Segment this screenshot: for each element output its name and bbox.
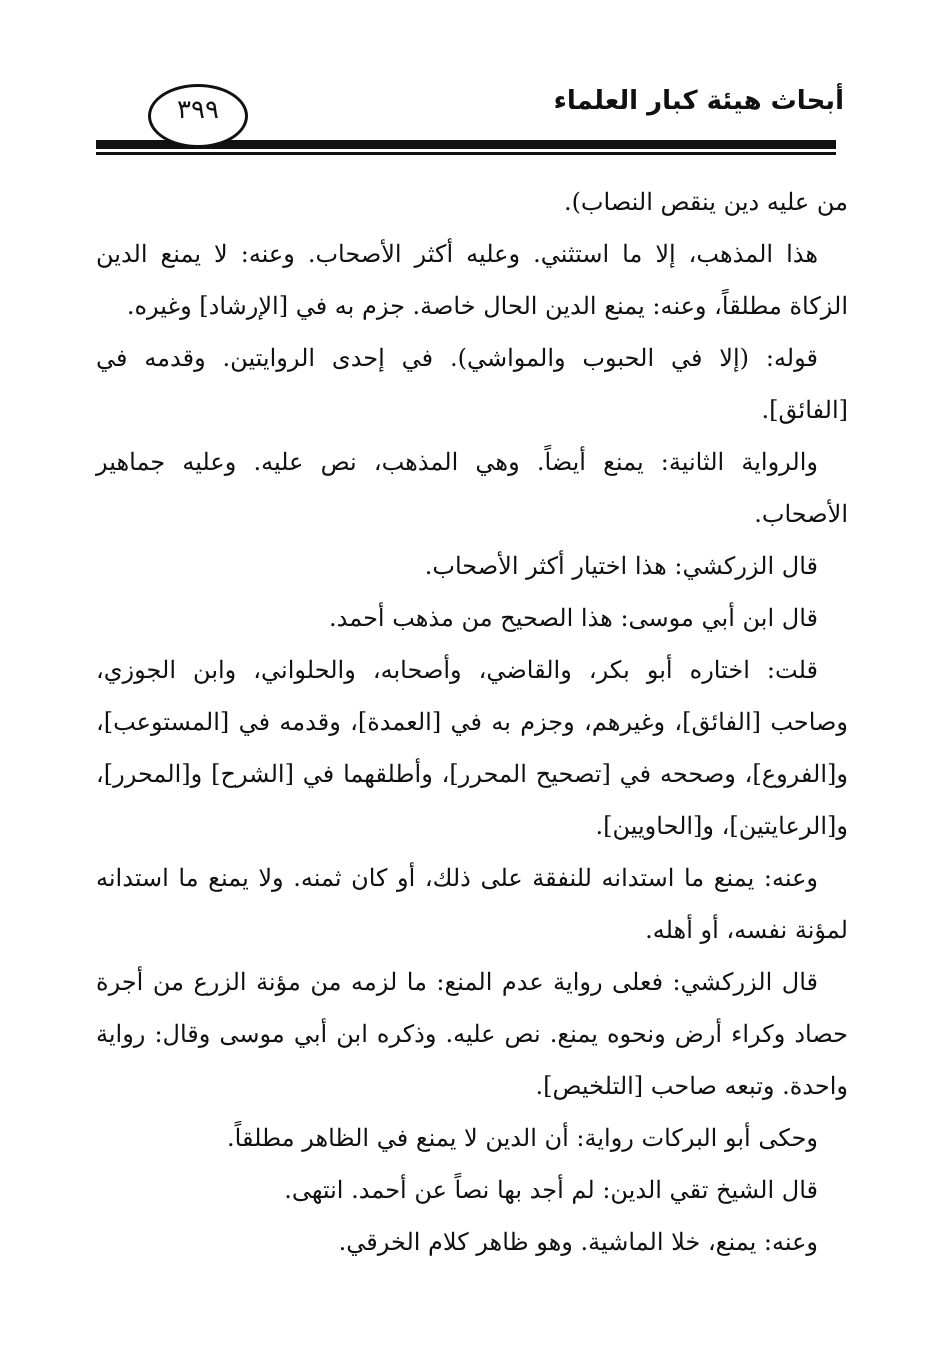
paragraph: قال الزركشي: فعلى رواية عدم المنع: ما لزمه من مؤنة الزرع من أجرة حصاد وكراء أرض ونحوه يمنع. نص عليه. وذكره ابن أبي موسى وقال: رواية واحدة. وتبعه صاحب [التلخيص]. [96,968,848,1100]
paragraph: وحكى أبو البركات رواية: أن الدين لا يمنع في الظاهر مطلقاً. [227,1124,818,1152]
header-rule-thin [96,152,836,155]
paragraph: من عليه دين ينقص النصاب). [563,188,848,216]
page-number-oval [148,84,248,148]
paragraph: قوله: (إلا في الحبوب والمواشي). في إحدى الروايتين. وقدمه في [الفائق]. [96,344,848,424]
running-header-title: أبحاث هيئة كبار العلماء [553,86,844,116]
paragraph: قال الشيخ تقي الدين: لم أجد بها نصاً عن أحمد. انتهى. [284,1176,818,1204]
paragraph: وعنه: يمنع ما استدانه للنفقة على ذلك، أو كان ثمنه. ولا يمنع ما استدانه لمؤنة نفسه، أو أهله. [96,864,848,944]
paragraph: وعنه: يمنع، خلا الماشية. وهو ظاهر كلام الخرقي. [338,1228,818,1256]
body-text [96,176,848,1268]
paragraph: هذا المذهب، إلا ما استثني. وعليه أكثر الأصحاب. وعنه: لا يمنع الدين الزكاة مطلقاً، وعنه: يمنع الدين الحال خاصة. جزم به في [الإرشاد] وغيره. [96,240,848,320]
paragraph: قال الزركشي: هذا اختيار أكثر الأصحاب. [424,552,818,580]
paragraph: قال ابن أبي موسى: هذا الصحيح من مذهب أحمد. [328,604,818,632]
paragraph: قلت: اختاره أبو بكر، والقاضي، وأصحابه، والحلواني، وابن الجوزي، وصاحب [الفائق]، وغيرهم، وجزم به في [العمدة]، وقدمه في [المستوعب]، و[الفروع]، وصححه في [تصحيح المحرر]، وأطلقهما في [الشرح] و[المحرر]، و[الرعايتين]، و[الحاويين]. [96,656,848,840]
paragraph: والرواية الثانية: يمنع أيضاً. وهي المذهب، نص عليه. وعليه جماهير الأصحاب. [96,448,848,528]
page-number: ٣٩٩ [177,95,219,125]
